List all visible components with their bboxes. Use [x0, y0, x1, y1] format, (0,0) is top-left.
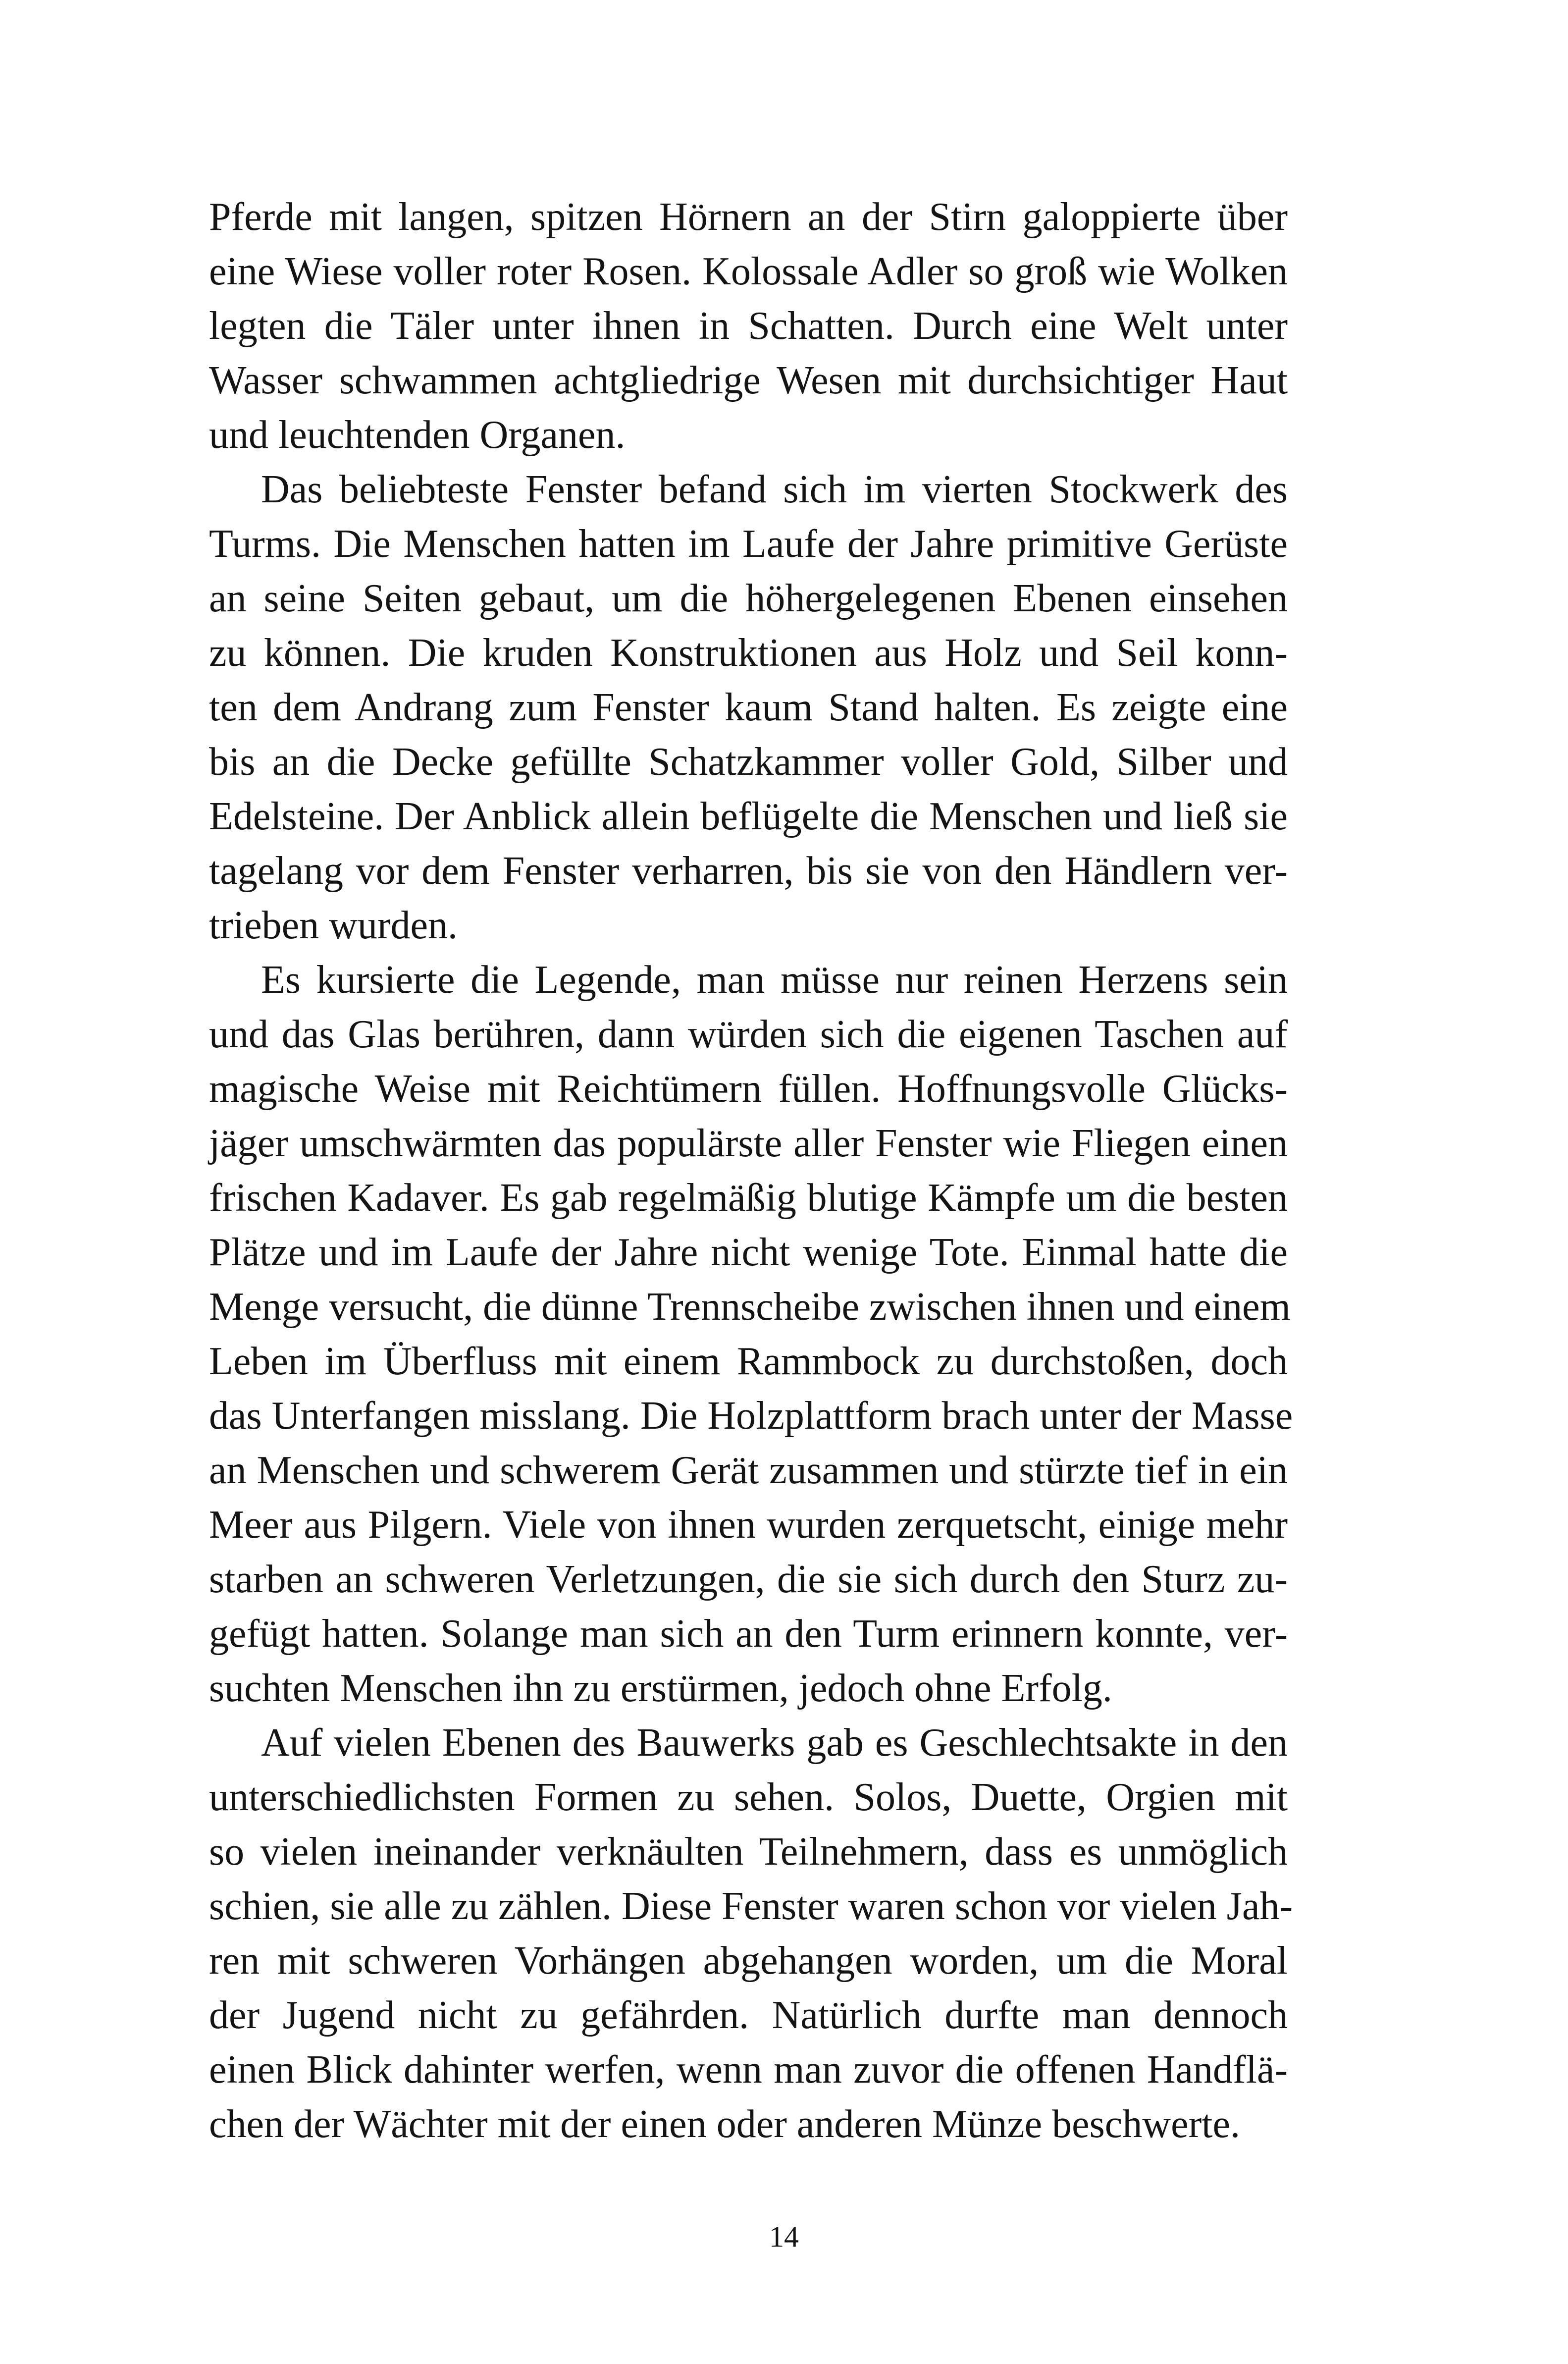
- text-line: tagelang vor dem Fenster verharren, bis sie von den Händlern ver-: [209, 849, 1288, 893]
- text-line: und das Glas berühren, dann würden sich die eigenen Taschen auf: [209, 1013, 1288, 1056]
- text-line: suchten Menschen ihn zu erstürmen, jedoch ohne Erfolg.: [209, 1666, 1112, 1710]
- text-line: einen Blick dahinter werfen, wenn man zuvor die offenen Handflä-: [209, 2048, 1288, 2092]
- text-line: so vielen ineinander verknäulten Teilnehmern, dass es unmöglich: [209, 1830, 1288, 1874]
- text-line: und leuchtenden Organen.: [209, 413, 626, 457]
- text-line: ten dem Andrang zum Fenster kaum Stand halten. Es zeigte eine: [209, 686, 1288, 729]
- text-line: unterschiedlichsten Formen zu sehen. Solos, Duette, Orgien mit: [209, 1775, 1288, 1819]
- text-line: Pferde mit langen, spitzen Hörnern an der Stirn galoppierte über: [209, 195, 1288, 239]
- text-line: Menge versucht, die dünne Trennscheibe zwischen ihnen und einem: [209, 1285, 1291, 1329]
- text-line: schien, sie alle zu zählen. Diese Fenster waren schon vor vielen Jah-: [209, 1884, 1293, 1928]
- text-line: Turms. Die Menschen hatten im Laufe der Jahre primitive Gerüste: [209, 522, 1288, 566]
- paragraph: [209, 462, 1288, 953]
- text-line: trieben wurden.: [209, 904, 458, 947]
- text-line: bis an die Decke gefüllte Schatzkammer voller Gold, Silber und: [209, 740, 1288, 784]
- text-line: der Jugend nicht zu gefährden. Natürlich durfte man dennoch: [209, 1993, 1288, 2037]
- text-line: Leben im Überfluss mit einem Rammbock zu durchstoßen, doch: [209, 1340, 1288, 1383]
- paragraph: [209, 1716, 1293, 2151]
- text-line: frischen Kadaver. Es gab regelmäßig blutige Kämpfe um die besten: [209, 1176, 1288, 1220]
- text-line: jäger umschwärmten das populärste aller Fenster wie Fliegen einen: [209, 1122, 1288, 1165]
- text-line: an Menschen und schwerem Gerät zusammen und stürzte tief in ein: [209, 1449, 1288, 1492]
- text-line: eine Wiese voller roter Rosen. Kolossale Adler so groß wie Wolken: [209, 250, 1288, 293]
- text-line: zu können. Die kruden Konstruktionen aus Holz und Seil konn-: [209, 631, 1288, 675]
- paragraph: [209, 190, 1288, 462]
- text-line: gefügt hatten. Solange man sich an den Turm erinnern konnte, ver-: [209, 1612, 1288, 1656]
- text-line: an seine Seiten gebaut, um die höhergelegenen Ebenen einsehen: [209, 577, 1288, 620]
- text-line: das Unterfangen misslang. Die Holzplattform brach unter der Masse: [209, 1394, 1293, 1438]
- text-line: ren mit schweren Vorhängen abgehangen worden, um die Moral: [209, 1939, 1288, 1983]
- text-line: legten die Täler unter ihnen in Schatten. Durch eine Welt unter: [209, 304, 1288, 348]
- text-line: Edelsteine. Der Anblick allein beflügelte die Menschen und ließ sie: [209, 795, 1288, 838]
- text-line: Es kursierte die Legende, man müsse nur reinen Herzens sein: [261, 958, 1288, 1002]
- text-line: Plätze und im Laufe der Jahre nicht wenige Tote. Einmal hatte die: [209, 1231, 1288, 1274]
- paragraph: [209, 953, 1293, 1716]
- text-line: starben an schweren Verletzungen, die sie sich durch den Sturz zu-: [209, 1558, 1288, 1601]
- text-line: Auf vielen Ebenen des Bauwerks gab es Geschlechtsakte in den: [261, 1721, 1288, 1765]
- text-line: Das beliebteste Fenster befand sich im vierten Stockwerk des: [261, 468, 1288, 511]
- text-line: chen der Wächter mit der einen oder anderen Münze beschwerte.: [209, 2102, 1240, 2146]
- text-line: Meer aus Pilgern. Viele von ihnen wurden zerquetscht, einige mehr: [209, 1503, 1288, 1547]
- text-line: Wasser schwammen achtgliedrige Wesen mit durchsichtiger Haut: [209, 359, 1288, 402]
- text-line: magische Weise mit Reichtümern füllen. Hoffnungsvolle Glücks-: [209, 1067, 1288, 1111]
- body-text: [209, 190, 1293, 2151]
- page-number: 14: [769, 2220, 799, 2253]
